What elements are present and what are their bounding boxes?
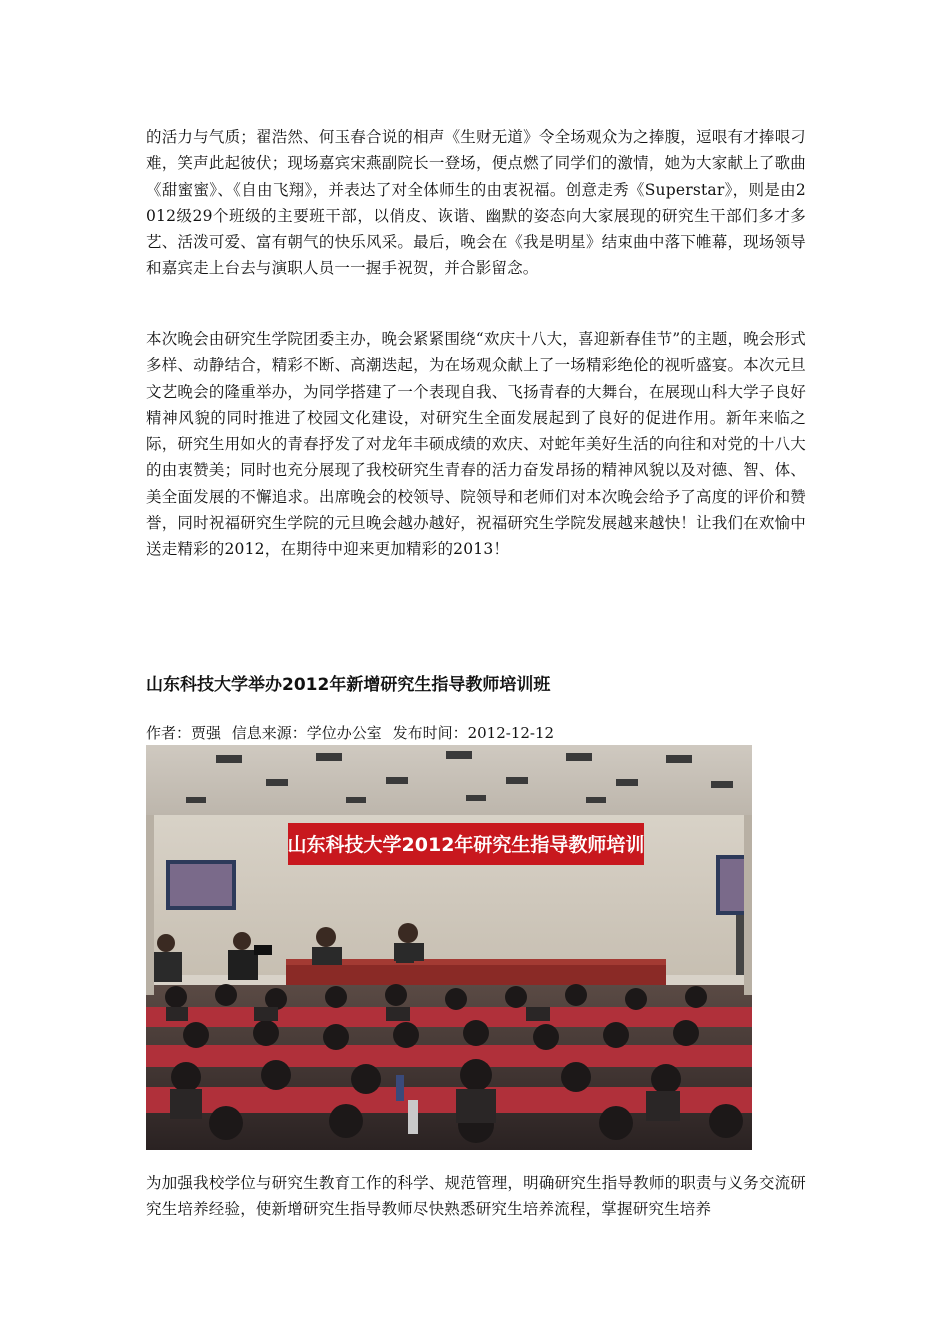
article2-date: 发布时间：2012-12-12 [392,724,555,742]
article2-author: 作者：贾强 [146,724,222,742]
article2-meta [146,721,560,745]
article2-paragraph-1: 为加强我校学位与研究生教育工作的科学、规范管理，明确研究生指导教师的职责与义务交流研究生培养经验，使新增研究生指导教师尽快熟悉研究生培养流程，掌握研究生培养 [146,1174,806,1219]
banner-text: 山东科技大学2012年研究生指导教师培训 [287,834,645,856]
article1-paragraph-2: 本次晚会由研究生学院团委主办，晚会紧紧围绕“欢庆十八大，喜迎新春佳节”的主题，晚会形式多样、动静结合，精彩不断、高潮迭起，为在场观众献上了一场精彩绝伦的视听盛宴。本次元旦文艺晚会的隆重举办，为同学搭建了一个表现自我、飞扬青春的大舞台，在展现山科大学子良好精神风貌的同时推进了校园文化建设，对研究生全面发展起到了良好的促进作用。新年来临之际，研究生用如火的青春抒发了对龙年丰硕成绩的欢庆、对蛇年美好生活的向往和对党的十八大的由衷赞美；同时也充分展现了我校研究生青春的活力奋发昂扬的精神风貌以及对德、智、体、美全面发展的不懈追求。出席晚会的校领导、院领导和老师们对本次晚会给予了高度的评价和赞誉，同时祝福研究生学院的元旦晚会越办越好，祝福研究生学院发展越来越快！让我们在欢愉中送走精彩的2012，在期待中迎来更加精彩的2013！ [146,330,806,559]
article1-paragraph-1: 的活力与气质；翟浩然、何玉春合说的相声《生财无道》令全场观众为之捧腹，逗哏有才捧哏刁难，笑声此起彼伏；现场嘉宾宋燕副院长一登场，便点燃了同学们的激情，她为大家献上了歌曲《甜蜜蜜》、《自由飞翔》，并表达了对全体师生的由衷祝福。创意走秀《Superstar》，则是由2012级29个班级的主要班干部，以俏皮、诙谐、幽默的姿态向大家展现的研究生干部们多才多艺、活泼可爱、富有朝气的快乐风采。最后，晚会在《我是明星》结束曲中落下帷幕，现场领导和嘉宾走上台去与演职人员一一握手祝贺，并合影留念。 [146,128,806,278]
article2-source: 信息来源：学位办公室 [231,724,382,742]
meeting-photo-drawing [146,745,752,1150]
meeting-photo [146,745,752,1150]
article2-title: 山东科技大学举办2012年新增研究生指导教师培训班 [146,675,551,695]
